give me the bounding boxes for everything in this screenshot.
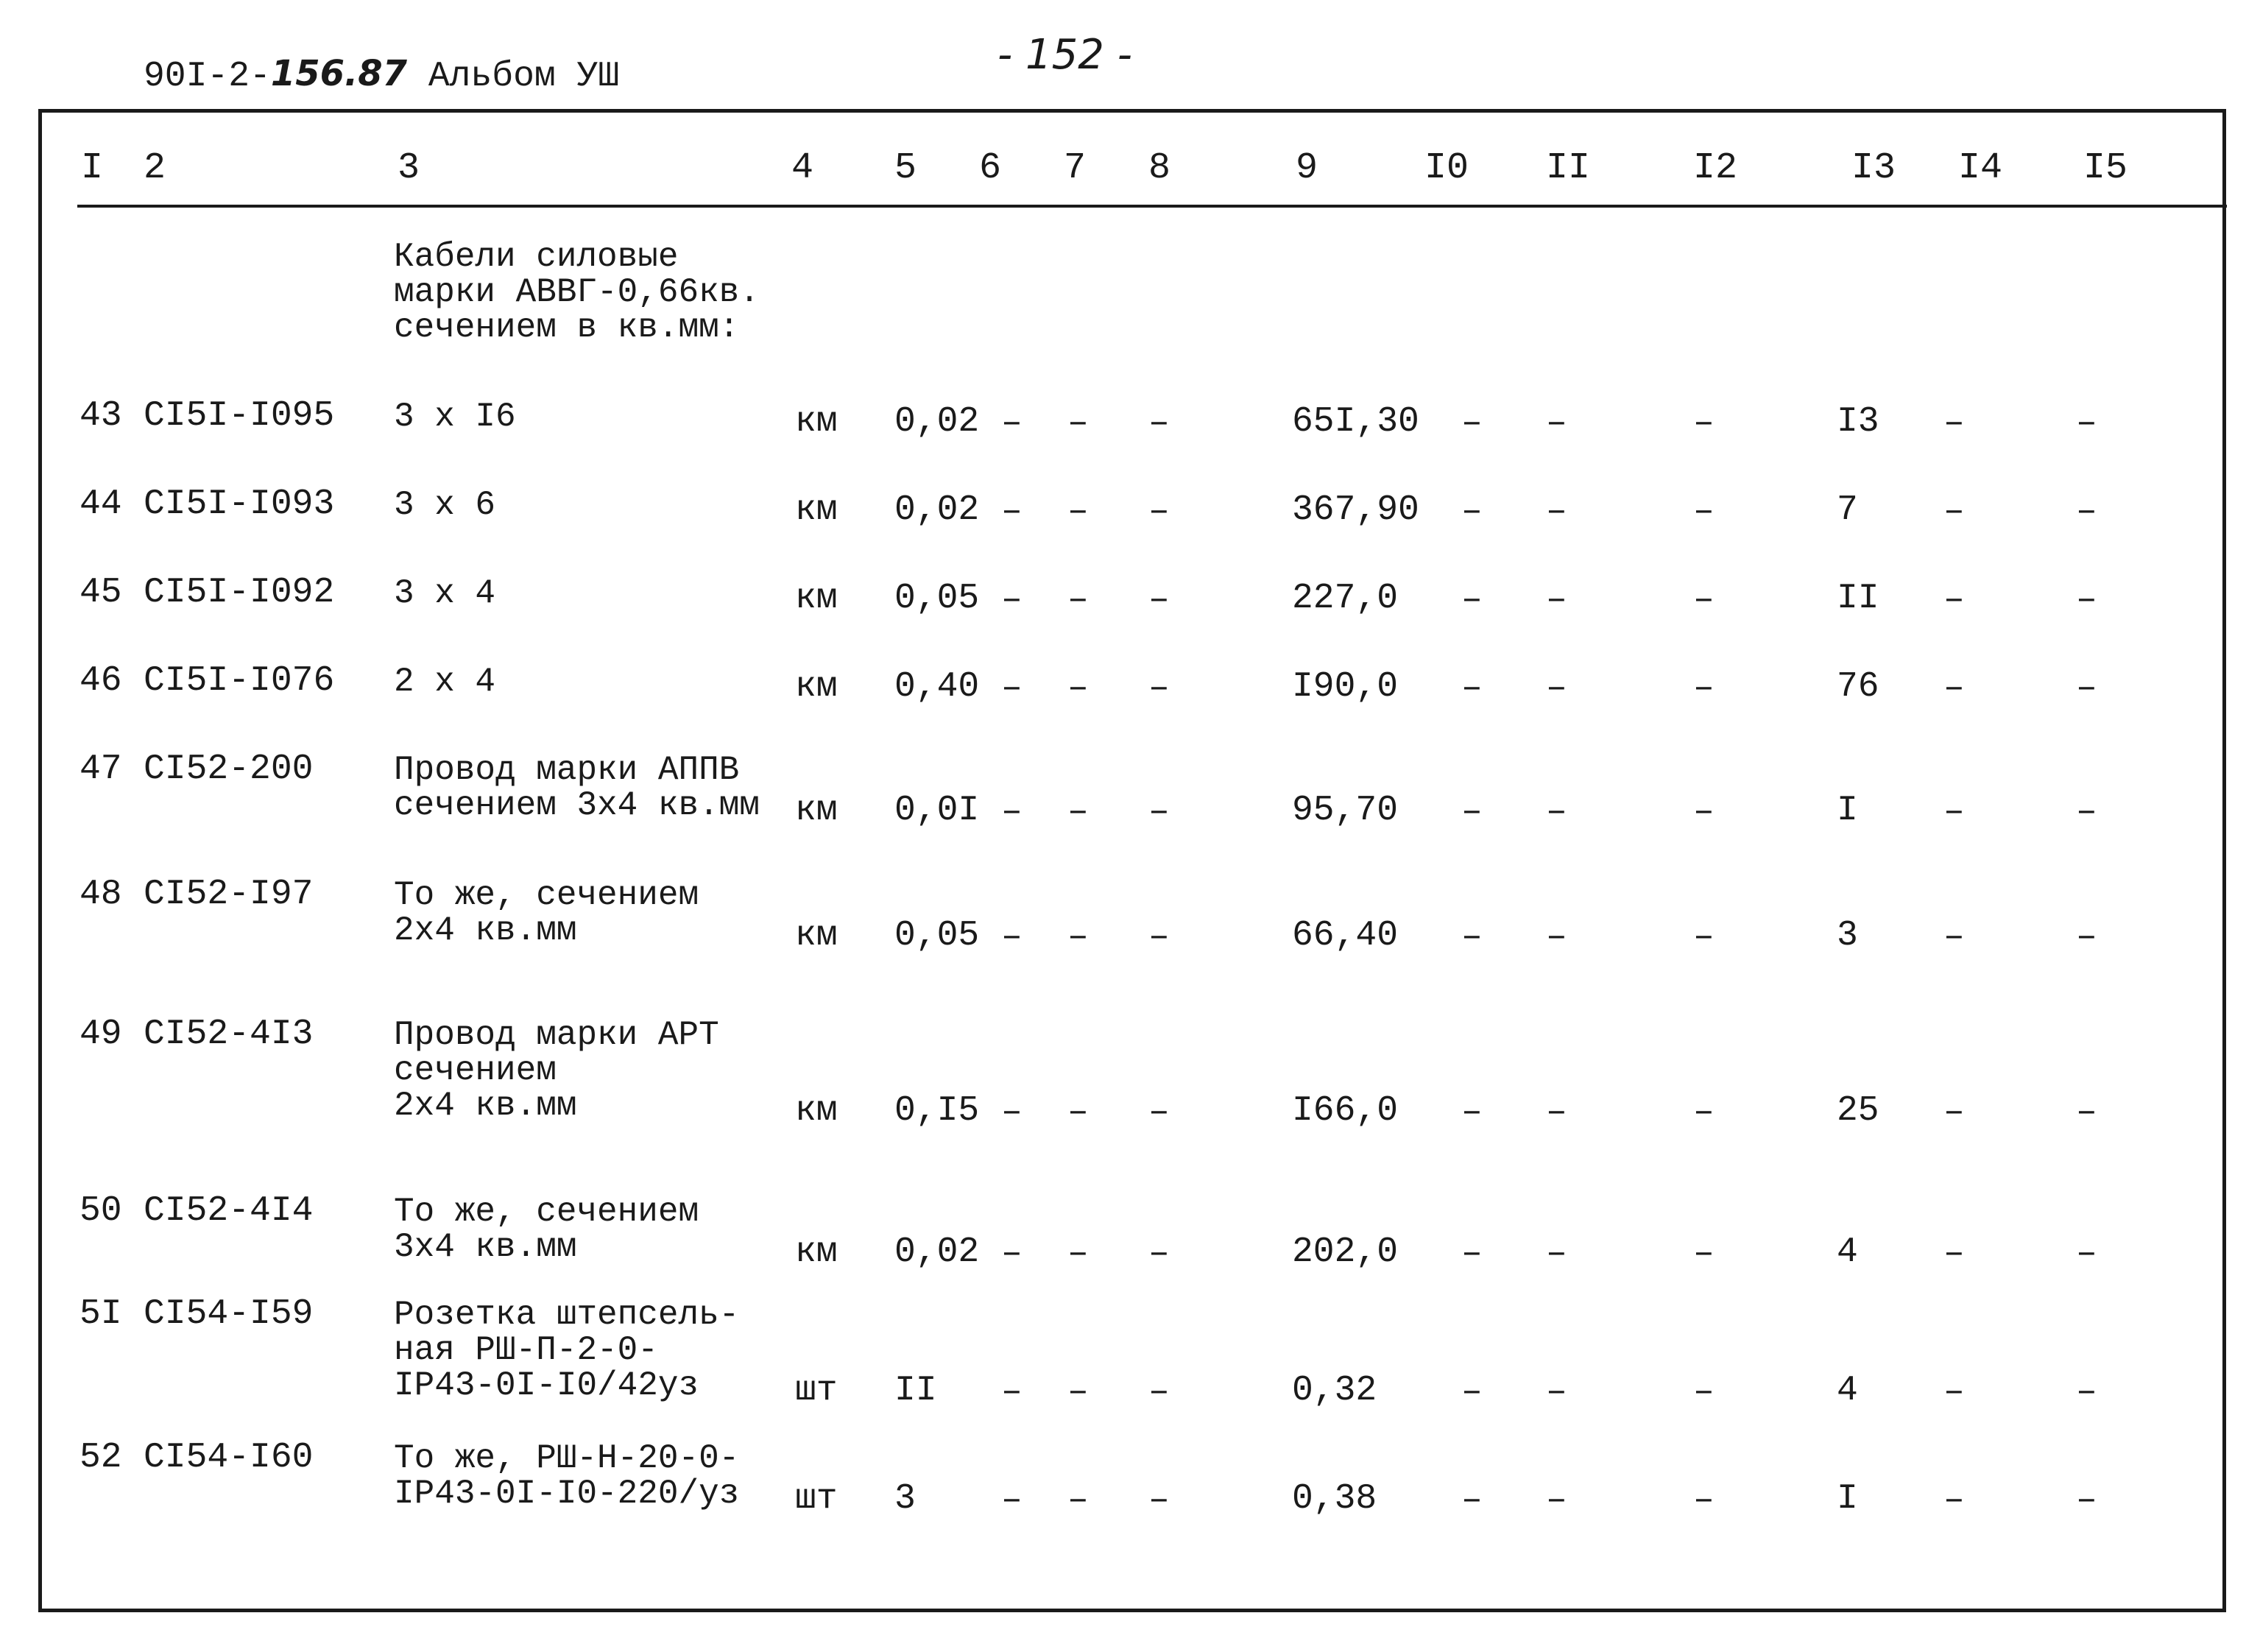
- column-number: 6: [979, 147, 1002, 189]
- row-col5: 0,40: [894, 667, 980, 707]
- row-col5: 3: [894, 1479, 916, 1519]
- column-number: 7: [1064, 147, 1087, 189]
- empty-dash: –: [1461, 792, 1483, 832]
- album-code: [144, 53, 619, 96]
- empty-dash: –: [1546, 1092, 1567, 1132]
- row-number: 48: [80, 875, 122, 914]
- row-name-line: сечением: [394, 1051, 557, 1090]
- empty-dash: –: [2076, 917, 2097, 957]
- row-code: CI5I-I092: [144, 573, 335, 613]
- row-name-line: 3x4 кв.мм: [394, 1228, 577, 1266]
- section-title-line: Кабели силовые: [394, 238, 679, 276]
- row-unit: км: [795, 579, 838, 618]
- empty-dash: –: [1693, 492, 1715, 532]
- column-number: II: [1546, 147, 1591, 189]
- row-col9: 227,0: [1292, 579, 1399, 618]
- empty-dash: –: [2076, 492, 2097, 532]
- row-name-line: Провод марки АРТ: [394, 1016, 719, 1054]
- row-unit: км: [795, 490, 838, 530]
- row-code: CI52-I97: [144, 875, 314, 914]
- row-col5: 0,05: [894, 579, 980, 618]
- empty-dash: –: [1461, 1372, 1483, 1412]
- row-col13: 7: [1837, 490, 1858, 530]
- row-code: CI5I-I093: [144, 484, 335, 524]
- empty-dash: –: [1067, 1234, 1089, 1274]
- page-number: - 152 -: [997, 31, 1132, 79]
- row-code: CI5I-I076: [144, 661, 335, 701]
- row-col13: I: [1837, 1479, 1858, 1519]
- row-name-line: 3 x 6: [394, 486, 496, 524]
- row-col5: II: [894, 1371, 937, 1411]
- header-rule: [77, 205, 2227, 208]
- empty-dash: –: [1546, 917, 1567, 957]
- empty-dash: –: [1546, 492, 1567, 532]
- empty-dash: –: [2076, 1372, 2097, 1412]
- table-frame: [38, 109, 2226, 1612]
- empty-dash: –: [2076, 1234, 2097, 1274]
- row-number: 52: [80, 1438, 122, 1478]
- empty-dash: –: [1067, 1480, 1089, 1520]
- row-col9: 0,32: [1292, 1371, 1377, 1411]
- row-col13: I3: [1837, 402, 1879, 442]
- empty-dash: –: [1943, 1092, 1965, 1132]
- row-name-line: То же, РШ-Н-20-0-: [394, 1439, 740, 1478]
- row-col13: II: [1837, 579, 1879, 618]
- row-col9: 65I,30: [1292, 402, 1419, 442]
- empty-dash: –: [1461, 580, 1483, 620]
- row-number: 49: [80, 1014, 122, 1054]
- empty-dash: –: [1943, 668, 1965, 708]
- empty-dash: –: [2076, 668, 2097, 708]
- row-name-line: 3 x I6: [394, 398, 516, 436]
- row-name-line: 2 x 4: [394, 663, 496, 701]
- empty-dash: –: [1067, 403, 1089, 443]
- row-name-line: 2x4 кв.мм: [394, 1087, 577, 1125]
- row-col5: 0,05: [894, 916, 980, 956]
- row-col9: 95,70: [1292, 791, 1399, 830]
- empty-dash: –: [2076, 403, 2097, 443]
- empty-dash: –: [1943, 492, 1965, 532]
- empty-dash: –: [1943, 403, 1965, 443]
- row-code: CI54-I60: [144, 1438, 314, 1478]
- row-code: CI54-I59: [144, 1294, 314, 1334]
- row-name-line: Провод марки АППВ: [394, 751, 740, 789]
- row-col5: 0,02: [894, 490, 980, 530]
- empty-dash: –: [1067, 580, 1089, 620]
- empty-dash: –: [1001, 492, 1023, 532]
- empty-dash: –: [1067, 492, 1089, 532]
- row-col13: 25: [1837, 1091, 1879, 1131]
- empty-dash: –: [1693, 1092, 1715, 1132]
- row-col9: 202,0: [1292, 1232, 1399, 1272]
- row-name-line: 2x4 кв.мм: [394, 911, 577, 950]
- empty-dash: –: [1001, 1480, 1023, 1520]
- empty-dash: –: [2076, 1092, 2097, 1132]
- empty-dash: –: [1067, 917, 1089, 957]
- column-number: I: [81, 147, 104, 189]
- column-number: I2: [1693, 147, 1738, 189]
- empty-dash: –: [1067, 668, 1089, 708]
- empty-dash: –: [1148, 1372, 1170, 1412]
- row-col9: 66,40: [1292, 916, 1399, 956]
- empty-dash: –: [1693, 403, 1715, 443]
- row-number: 5I: [80, 1294, 122, 1334]
- empty-dash: –: [1001, 668, 1023, 708]
- empty-dash: –: [1148, 917, 1170, 957]
- empty-dash: –: [1693, 1372, 1715, 1412]
- section-title-line: сечением в кв.мм:: [394, 308, 740, 347]
- column-number: I3: [1851, 147, 1896, 189]
- empty-dash: –: [1001, 1234, 1023, 1274]
- row-col5: 0,0I: [894, 791, 980, 830]
- row-number: 44: [80, 484, 122, 524]
- empty-dash: –: [1693, 668, 1715, 708]
- row-name-line: IP43-0I-I0/42уз: [394, 1366, 699, 1405]
- empty-dash: –: [1693, 792, 1715, 832]
- empty-dash: –: [1693, 580, 1715, 620]
- empty-dash: –: [1546, 1480, 1567, 1520]
- row-col5: 0,02: [894, 1232, 980, 1272]
- empty-dash: –: [1001, 403, 1023, 443]
- column-number: 2: [144, 147, 166, 189]
- section-title: [394, 239, 760, 345]
- empty-dash: –: [2076, 1480, 2097, 1520]
- empty-dash: –: [1148, 580, 1170, 620]
- column-number: 5: [894, 147, 917, 189]
- column-number: 9: [1296, 147, 1318, 189]
- row-code: CI52-200: [144, 749, 314, 789]
- empty-dash: –: [1001, 580, 1023, 620]
- row-number: 45: [80, 573, 122, 613]
- row-name-line: IP43-0I-I0-220/уз: [394, 1475, 740, 1513]
- section-title-line: марки АВВГ-0,66кв.: [394, 273, 760, 311]
- code-prefix: 90I-2-: [144, 57, 271, 96]
- row-number: 50: [80, 1191, 122, 1231]
- column-number: I5: [2083, 147, 2128, 189]
- row-code: CI52-4I4: [144, 1191, 314, 1231]
- row-col5: 0,02: [894, 402, 980, 442]
- row-unit: км: [795, 402, 838, 442]
- row-number: 43: [80, 396, 122, 436]
- row-code: CI52-4I3: [144, 1014, 314, 1054]
- empty-dash: –: [1067, 792, 1089, 832]
- row-unit: км: [795, 1091, 838, 1131]
- row-col9: 367,90: [1292, 490, 1419, 530]
- empty-dash: –: [1001, 792, 1023, 832]
- column-number: 3: [398, 147, 420, 189]
- empty-dash: –: [1943, 1480, 1965, 1520]
- row-col13: 76: [1837, 667, 1879, 707]
- empty-dash: –: [1067, 1092, 1089, 1132]
- empty-dash: –: [1148, 1234, 1170, 1274]
- row-name-line: То же, сечением: [394, 1193, 699, 1231]
- empty-dash: –: [1693, 917, 1715, 957]
- row-code: CI5I-I095: [144, 396, 335, 436]
- row-col9: 0,38: [1292, 1479, 1377, 1519]
- empty-dash: –: [1943, 580, 1965, 620]
- empty-dash: –: [1461, 403, 1483, 443]
- empty-dash: –: [2076, 580, 2097, 620]
- row-name-line: То же, сечением: [394, 876, 699, 914]
- empty-dash: –: [1461, 1092, 1483, 1132]
- empty-dash: –: [1693, 1480, 1715, 1520]
- row-name-line: Розетка штепсель-: [394, 1296, 740, 1334]
- row-number: 46: [80, 661, 122, 701]
- row-col13: 4: [1837, 1371, 1858, 1411]
- row-number: 47: [80, 749, 122, 789]
- empty-dash: –: [1148, 792, 1170, 832]
- row-col9: I90,0: [1292, 667, 1399, 707]
- code-handwritten: 156.87: [270, 53, 408, 94]
- row-unit: км: [795, 791, 838, 830]
- empty-dash: –: [1148, 492, 1170, 532]
- column-number: I4: [1958, 147, 2003, 189]
- row-unit: шт: [795, 1479, 838, 1519]
- row-name-line: сечением 3x4 кв.мм: [394, 786, 760, 825]
- empty-dash: –: [1461, 668, 1483, 708]
- empty-dash: –: [1461, 917, 1483, 957]
- empty-dash: –: [1148, 1480, 1170, 1520]
- album-label: Альбом УШ: [428, 57, 620, 96]
- empty-dash: –: [1546, 403, 1567, 443]
- row-unit: шт: [795, 1371, 838, 1411]
- row-name-line: 3 x 4: [394, 574, 496, 613]
- row-col13: I: [1837, 791, 1858, 830]
- row-col13: 3: [1837, 916, 1858, 956]
- empty-dash: –: [1546, 1372, 1567, 1412]
- empty-dash: –: [1001, 1372, 1023, 1412]
- empty-dash: –: [1001, 917, 1023, 957]
- empty-dash: –: [2076, 792, 2097, 832]
- empty-dash: –: [1148, 668, 1170, 708]
- row-unit: км: [795, 1232, 838, 1272]
- empty-dash: –: [1943, 792, 1965, 832]
- empty-dash: –: [1461, 492, 1483, 532]
- row-col5: 0,I5: [894, 1091, 980, 1131]
- empty-dash: –: [1943, 1234, 1965, 1274]
- empty-dash: –: [1546, 668, 1567, 708]
- empty-dash: –: [1148, 403, 1170, 443]
- empty-dash: –: [1148, 1092, 1170, 1132]
- empty-dash: –: [1943, 917, 1965, 957]
- empty-dash: –: [1546, 580, 1567, 620]
- empty-dash: –: [1067, 1372, 1089, 1412]
- row-col9: I66,0: [1292, 1091, 1399, 1131]
- column-number: 8: [1148, 147, 1171, 189]
- column-number: 4: [791, 147, 814, 189]
- column-number: I0: [1424, 147, 1469, 189]
- empty-dash: –: [1943, 1372, 1965, 1412]
- empty-dash: –: [1461, 1234, 1483, 1274]
- row-unit: км: [795, 916, 838, 956]
- row-col13: 4: [1837, 1232, 1858, 1272]
- empty-dash: –: [1546, 792, 1567, 832]
- empty-dash: –: [1001, 1092, 1023, 1132]
- row-name-line: ная РШ-П-2-0-: [394, 1331, 658, 1369]
- empty-dash: –: [1461, 1480, 1483, 1520]
- row-unit: км: [795, 667, 838, 707]
- empty-dash: –: [1546, 1234, 1567, 1274]
- empty-dash: –: [1693, 1234, 1715, 1274]
